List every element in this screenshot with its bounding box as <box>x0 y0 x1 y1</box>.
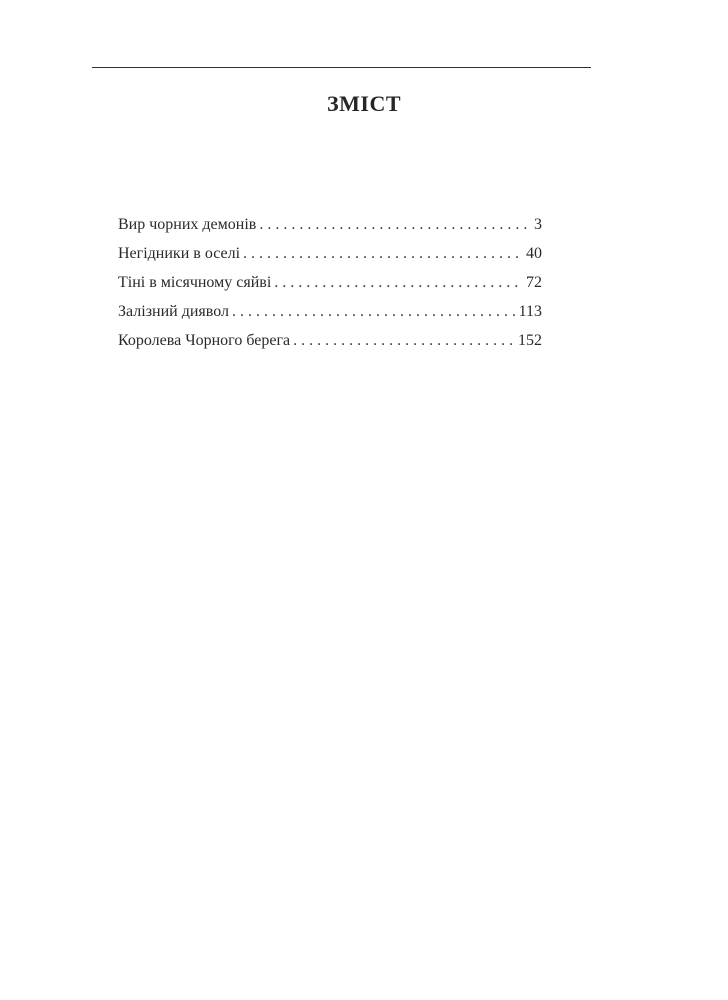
dot-leader <box>274 268 523 297</box>
toc-entry[interactable] <box>118 210 542 239</box>
toc-entry[interactable] <box>118 268 542 297</box>
toc-entry[interactable] <box>118 326 542 355</box>
toc-entry-page: 72 <box>526 274 542 291</box>
toc-entry[interactable] <box>118 297 542 326</box>
dot-leader <box>259 210 531 239</box>
toc-entry-page: 152 <box>518 332 542 349</box>
toc-entry[interactable] <box>118 239 542 268</box>
toc-entry-title: Королева Чорного берега <box>118 332 291 349</box>
page-title: ЗМІСТ <box>327 91 401 116</box>
toc-entry-title: Вир чорних демонів <box>118 216 257 233</box>
toc-entry-title: Тіні в місячному сяйві <box>118 274 272 291</box>
toc-entry-page: 40 <box>526 245 542 262</box>
toc-entry-title: Залізний диявол <box>118 303 229 320</box>
dot-leader <box>293 326 515 355</box>
dot-leader <box>232 297 516 326</box>
toc-entry-page: 3 <box>534 216 542 233</box>
dot-leader <box>243 239 523 268</box>
toc-entry-page: 113 <box>518 303 542 320</box>
table-of-contents <box>118 210 542 355</box>
header-rule <box>92 67 591 68</box>
toc-entry-title: Негідники в оселі <box>118 245 241 262</box>
